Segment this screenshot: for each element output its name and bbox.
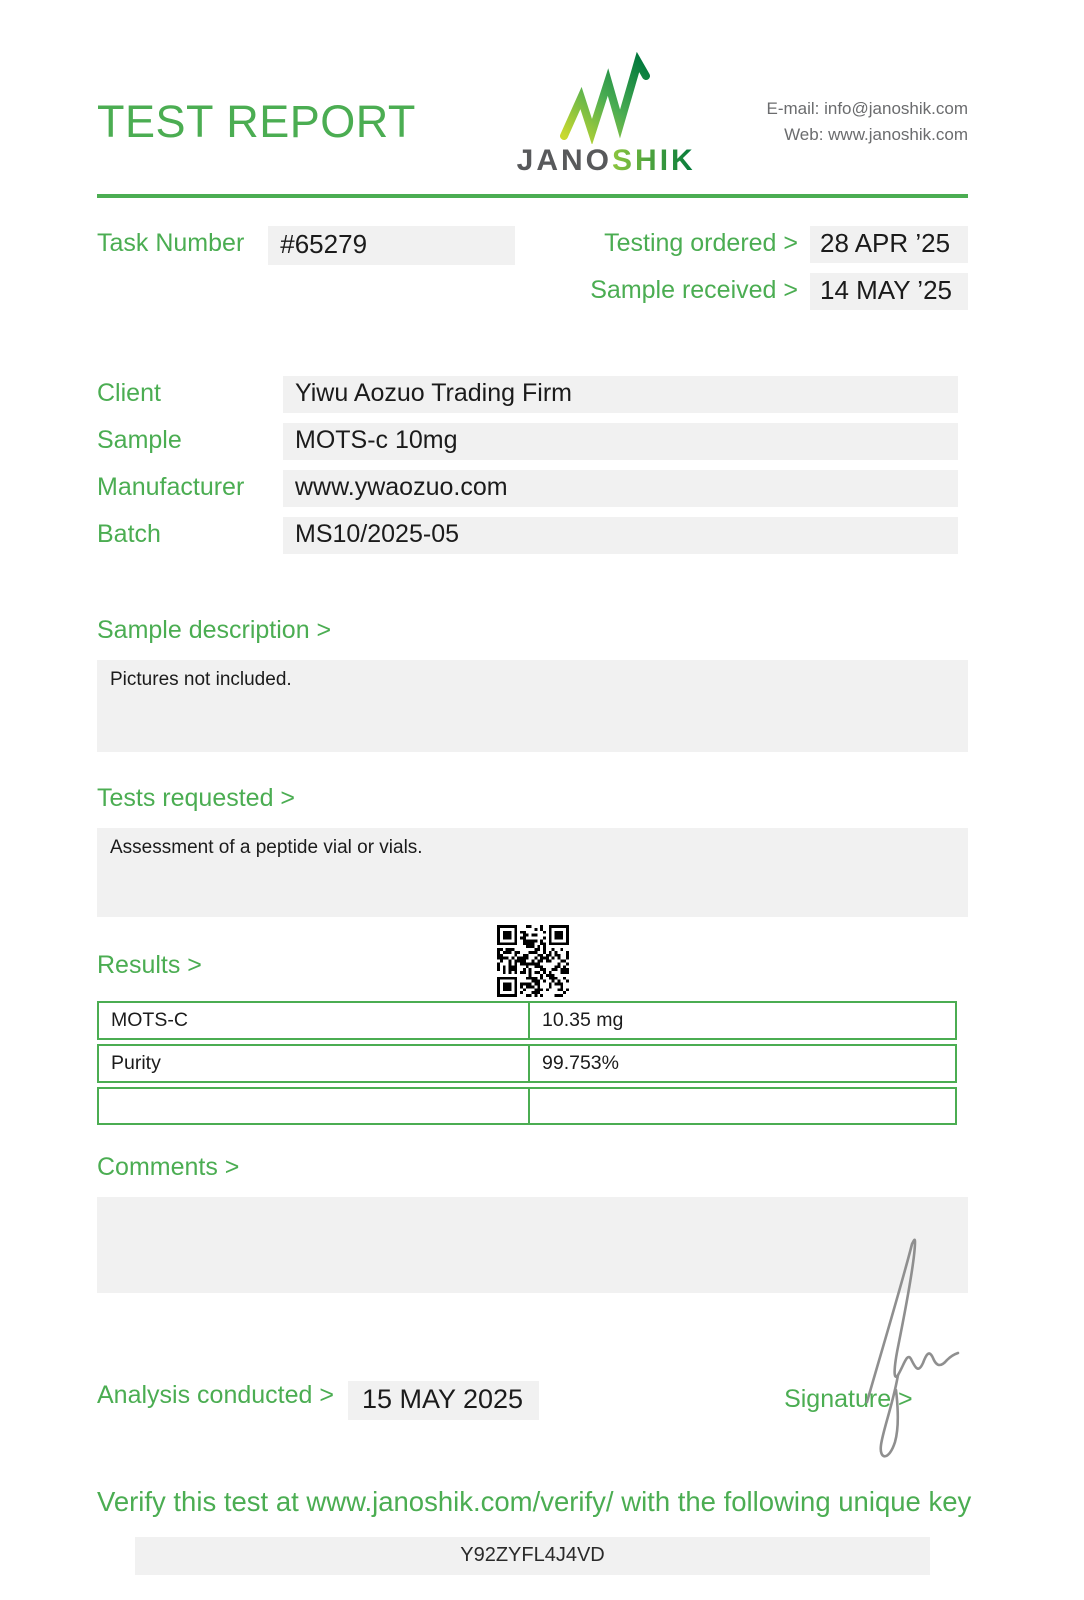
logo-jano: JANO <box>516 144 613 177</box>
table-row <box>97 1087 957 1125</box>
result-value: 10.35 mg <box>542 1009 624 1031</box>
sample-description-box: Pictures not included. <box>97 660 968 752</box>
date-row-sample-received <box>590 273 968 310</box>
contact-web: Web: www.janoshik.com <box>784 125 968 145</box>
field-row-batch <box>97 517 958 554</box>
tests-requested-heading: Tests requested > <box>97 784 296 812</box>
task-row <box>97 226 968 320</box>
manufacturer-value: www.ywaozuo.com <box>283 470 958 507</box>
testing-ordered-label: Testing ordered > <box>604 229 798 257</box>
page-title: TEST REPORT <box>97 96 416 147</box>
signature-image <box>845 1232 960 1467</box>
field-row-manufacturer <box>97 470 958 507</box>
sample-received-value: 14 MAY ’25 <box>810 273 968 310</box>
verify-text: Verify this test at www.janoshik.com/verify/ with the following unique key <box>97 1486 972 1517</box>
result-name: Purity <box>99 1046 530 1081</box>
janoshik-logo <box>517 52 696 176</box>
info-fields <box>97 376 958 554</box>
sample-description-heading: Sample description > <box>97 616 332 644</box>
result-name <box>99 1089 530 1123</box>
client-value: Yiwu Aozuo Trading Firm <box>283 376 958 413</box>
qr-code <box>497 925 569 997</box>
contact-email: E-mail: info@janoshik.com <box>766 99 968 118</box>
date-row-testing-ordered <box>590 226 968 263</box>
testing-ordered-value: 28 APR ’25 <box>810 226 968 263</box>
batch-label: Batch <box>97 520 161 548</box>
result-value <box>530 1089 955 1123</box>
signature-label: Signature > <box>784 1385 913 1413</box>
analysis-date-value: 15 MAY 2025 <box>348 1381 539 1420</box>
comments-box <box>97 1197 968 1293</box>
field-row-client <box>97 376 958 413</box>
sample-label: Sample <box>97 426 182 454</box>
dates-block <box>590 226 968 320</box>
results-header <box>97 921 968 999</box>
results-heading: Results > <box>97 951 202 979</box>
contact-block <box>766 96 968 149</box>
analysis-signature-row <box>97 1381 968 1420</box>
result-value: 99.753% <box>542 1052 619 1074</box>
client-label: Client <box>97 379 161 407</box>
task-number-label: Task Number <box>97 229 245 257</box>
sample-received-label: Sample received > <box>590 276 798 304</box>
tests-requested-box: Assessment of a peptide vial or vials. <box>97 828 968 917</box>
task-number-value: #65279 <box>268 226 515 265</box>
table-row <box>97 1001 957 1040</box>
trend-chart-icon <box>554 52 658 144</box>
header-divider <box>97 194 968 198</box>
analysis-conducted-label: Analysis conducted > <box>97 1381 334 1409</box>
manufacturer-label: Manufacturer <box>97 473 245 501</box>
logo-wordmark <box>517 146 696 176</box>
results-table <box>97 1001 957 1125</box>
result-name: MOTS-C <box>99 1003 530 1038</box>
batch-value: MS10/2025-05 <box>283 517 958 554</box>
field-row-sample <box>97 423 958 460</box>
comments-heading: Comments > <box>97 1153 240 1181</box>
report-header <box>97 0 968 176</box>
verify-key: Y92ZYFL4J4VD <box>135 1537 930 1575</box>
sample-value: MOTS-c 10mg <box>283 423 958 460</box>
logo-shik: SHIK <box>612 144 696 177</box>
table-row <box>97 1044 957 1083</box>
